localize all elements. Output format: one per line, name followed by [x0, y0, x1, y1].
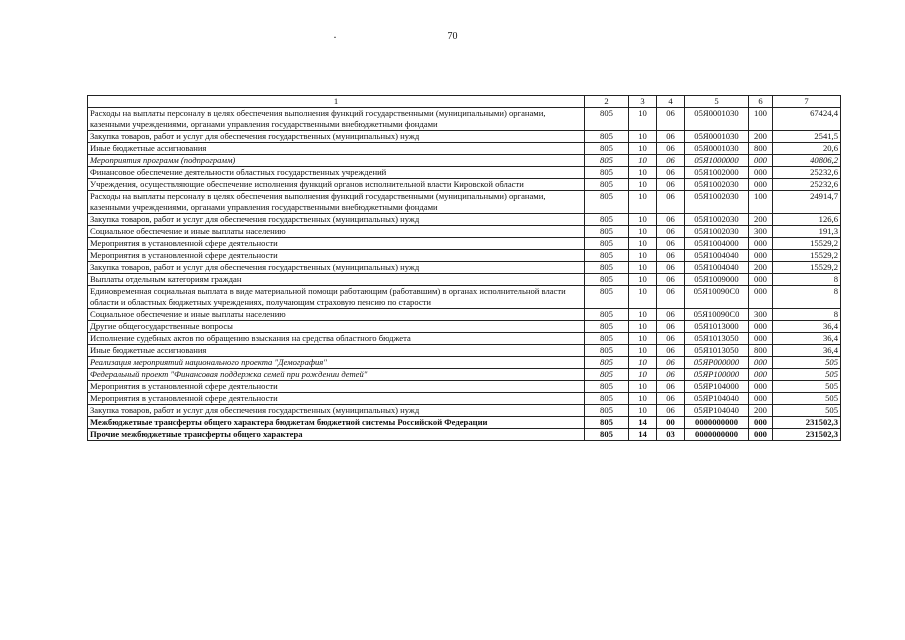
row-col-5: 05Я1002030 — [685, 179, 749, 191]
row-col-4: 06 — [657, 155, 685, 167]
table-row — [88, 357, 841, 369]
row-col-6: 000 — [749, 155, 773, 167]
row-description: Закупка товаров, работ и услуг для обеспечения государственных (муниципальных) нужд — [88, 262, 585, 274]
row-description: Федеральный проект "Финансовая поддержка семей при рождении детей" — [88, 369, 585, 381]
table-row — [88, 274, 841, 286]
row-col-5: 05Я0001030 — [685, 131, 749, 143]
table-row — [88, 167, 841, 179]
row-col-6: 000 — [749, 381, 773, 393]
table-row — [88, 393, 841, 405]
row-description: Расходы на выплаты персоналу в целях обеспечения выполнения функций государственными (муниципальными) органами, казенными учреждениями, органами управления государственными внебюджетными фондами — [88, 108, 585, 131]
row-col-3: 10 — [629, 143, 657, 155]
row-col-7: 8 — [773, 274, 841, 286]
row-col-6: 200 — [749, 405, 773, 417]
row-col-6: 000 — [749, 429, 773, 441]
row-col-2: 805 — [585, 369, 629, 381]
row-col-4: 06 — [657, 214, 685, 226]
row-col-4: 06 — [657, 393, 685, 405]
row-description: Мероприятия в установленной сфере деятельности — [88, 393, 585, 405]
row-col-6: 000 — [749, 393, 773, 405]
row-col-5: 05ЯР100000 — [685, 369, 749, 381]
row-description: Закупка товаров, работ и услуг для обеспечения государственных (муниципальных) нужд — [88, 405, 585, 417]
row-col-7: 24914,7 — [773, 191, 841, 214]
row-col-6: 000 — [749, 179, 773, 191]
row-col-3: 14 — [629, 417, 657, 429]
row-col-7: 36,4 — [773, 321, 841, 333]
table-row — [88, 286, 841, 309]
row-col-2: 805 — [585, 274, 629, 286]
row-col-3: 10 — [629, 286, 657, 309]
row-col-4: 06 — [657, 131, 685, 143]
row-description: Иные бюджетные ассигнования — [88, 345, 585, 357]
row-col-5: 05Я10090С0 — [685, 286, 749, 309]
row-col-5: 05ЯР104000 — [685, 381, 749, 393]
row-col-3: 10 — [629, 321, 657, 333]
row-col-2: 805 — [585, 393, 629, 405]
row-col-2: 805 — [585, 286, 629, 309]
row-col-7: 25232,6 — [773, 179, 841, 191]
scan-speck: · — [333, 30, 337, 44]
row-col-7: 505 — [773, 369, 841, 381]
row-col-5: 05Я1004000 — [685, 238, 749, 250]
row-col-6: 300 — [749, 226, 773, 238]
row-description: Расходы на выплаты персоналу в целях обеспечения выполнения функций государственными (муниципальными) органами, казенными учреждениями, органами управления государственными внебюджетными фондами — [88, 191, 585, 214]
row-description: Социальное обеспечение и иные выплаты населению — [88, 226, 585, 238]
header-row — [88, 96, 841, 108]
table-row — [88, 108, 841, 131]
table-row — [88, 321, 841, 333]
row-col-2: 805 — [585, 321, 629, 333]
row-col-2: 805 — [585, 250, 629, 262]
row-col-3: 10 — [629, 108, 657, 131]
row-col-3: 10 — [629, 179, 657, 191]
row-col-3: 10 — [629, 226, 657, 238]
table-row — [88, 381, 841, 393]
row-col-3: 10 — [629, 405, 657, 417]
table-row — [88, 429, 841, 441]
table-row — [88, 405, 841, 417]
row-col-6: 000 — [749, 286, 773, 309]
row-col-3: 10 — [629, 262, 657, 274]
table-row — [88, 214, 841, 226]
row-description: Закупка товаров, работ и услуг для обеспечения государственных (муниципальных) нужд — [88, 131, 585, 143]
row-col-2: 805 — [585, 357, 629, 369]
row-col-4: 06 — [657, 143, 685, 155]
row-col-5: 0000000000 — [685, 429, 749, 441]
row-col-4: 06 — [657, 381, 685, 393]
row-col-7: 505 — [773, 405, 841, 417]
row-col-2: 805 — [585, 405, 629, 417]
table-row — [88, 143, 841, 155]
row-col-4: 06 — [657, 238, 685, 250]
row-col-7: 36,4 — [773, 345, 841, 357]
row-col-3: 10 — [629, 369, 657, 381]
row-col-5: 05Я1002030 — [685, 191, 749, 214]
row-col-6: 000 — [749, 369, 773, 381]
row-description: Мероприятия в установленной сфере деятельности — [88, 238, 585, 250]
row-col-4: 00 — [657, 417, 685, 429]
row-col-5: 05Я1009000 — [685, 274, 749, 286]
row-col-7: 231502,3 — [773, 417, 841, 429]
table-row — [88, 333, 841, 345]
row-col-2: 805 — [585, 108, 629, 131]
header-col-2: 2 — [585, 96, 629, 108]
row-description: Единовременная социальная выплата в виде материальной помощи работающим (работавшим) в органах исполнительной власти области и областных бюджетных учреждениях, получающим страховую пенсию по старости — [88, 286, 585, 309]
row-col-7: 2541,5 — [773, 131, 841, 143]
row-col-7: 67424,4 — [773, 108, 841, 131]
header-col-7: 7 — [773, 96, 841, 108]
row-col-5: 05Я1013000 — [685, 321, 749, 333]
row-col-4: 06 — [657, 179, 685, 191]
row-col-2: 805 — [585, 345, 629, 357]
row-col-5: 05Я10090С0 — [685, 309, 749, 321]
row-col-4: 06 — [657, 286, 685, 309]
table-row — [88, 179, 841, 191]
row-col-6: 800 — [749, 143, 773, 155]
row-col-6: 800 — [749, 345, 773, 357]
row-col-4: 06 — [657, 369, 685, 381]
row-col-6: 000 — [749, 167, 773, 179]
table-row — [88, 191, 841, 214]
row-col-4: 06 — [657, 250, 685, 262]
row-col-2: 805 — [585, 381, 629, 393]
row-col-3: 10 — [629, 393, 657, 405]
row-description: Учреждения, осуществляющие обеспечение исполнения функций органов исполнительной власти Кировской области — [88, 179, 585, 191]
row-col-4: 06 — [657, 321, 685, 333]
row-col-2: 805 — [585, 226, 629, 238]
row-description: Исполнение судебных актов по обращению взыскания на средства областного бюджета — [88, 333, 585, 345]
row-col-5: 05Я1004040 — [685, 250, 749, 262]
row-col-7: 36,4 — [773, 333, 841, 345]
row-description: Иные бюджетные ассигнования — [88, 143, 585, 155]
table-row — [88, 262, 841, 274]
row-col-5: 05Я1004040 — [685, 262, 749, 274]
row-col-4: 03 — [657, 429, 685, 441]
row-col-5: 05Я1002000 — [685, 167, 749, 179]
row-col-7: 8 — [773, 286, 841, 309]
row-col-6: 000 — [749, 417, 773, 429]
row-description: Закупка товаров, работ и услуг для обеспечения государственных (муниципальных) нужд — [88, 214, 585, 226]
row-col-2: 805 — [585, 214, 629, 226]
row-col-7: 25232,6 — [773, 167, 841, 179]
header-col-4: 4 — [657, 96, 685, 108]
row-col-7: 20,6 — [773, 143, 841, 155]
row-col-4: 06 — [657, 191, 685, 214]
row-col-5: 05Я1013050 — [685, 333, 749, 345]
row-col-5: 05Я0001030 — [685, 143, 749, 155]
row-col-4: 06 — [657, 309, 685, 321]
table-row — [88, 417, 841, 429]
table-row — [88, 131, 841, 143]
row-col-5: 05Я1000000 — [685, 155, 749, 167]
table-row — [88, 226, 841, 238]
row-description: Реализация мероприятий национального проекта "Демография" — [88, 357, 585, 369]
row-description: Другие общегосударственные вопросы — [88, 321, 585, 333]
row-col-5: 05Я1002030 — [685, 226, 749, 238]
row-col-7: 8 — [773, 309, 841, 321]
row-col-7: 126,6 — [773, 214, 841, 226]
row-col-7: 505 — [773, 393, 841, 405]
row-col-2: 805 — [585, 143, 629, 155]
row-col-2: 805 — [585, 333, 629, 345]
row-col-6: 200 — [749, 214, 773, 226]
row-col-4: 06 — [657, 262, 685, 274]
row-col-3: 10 — [629, 167, 657, 179]
row-col-3: 10 — [629, 274, 657, 286]
row-col-6: 300 — [749, 309, 773, 321]
row-col-3: 10 — [629, 333, 657, 345]
row-col-2: 805 — [585, 309, 629, 321]
row-col-6: 100 — [749, 191, 773, 214]
row-col-6: 000 — [749, 321, 773, 333]
row-col-3: 10 — [629, 250, 657, 262]
row-description: Выплаты отдельным категориям граждан — [88, 274, 585, 286]
row-col-5: 05ЯР000000 — [685, 357, 749, 369]
row-col-2: 805 — [585, 238, 629, 250]
row-description: Финансовое обеспечение деятельности областных государственных учреждений — [88, 167, 585, 179]
row-col-5: 05Я0001030 — [685, 108, 749, 131]
row-col-4: 06 — [657, 108, 685, 131]
header-col-5: 5 — [685, 96, 749, 108]
row-col-6: 000 — [749, 274, 773, 286]
row-col-4: 06 — [657, 357, 685, 369]
row-col-2: 805 — [585, 262, 629, 274]
row-col-2: 805 — [585, 191, 629, 214]
row-col-7: 15529,2 — [773, 262, 841, 274]
row-col-4: 06 — [657, 345, 685, 357]
row-col-7: 191,3 — [773, 226, 841, 238]
row-col-4: 06 — [657, 405, 685, 417]
row-col-3: 10 — [629, 155, 657, 167]
header-col-6: 6 — [749, 96, 773, 108]
table-row — [88, 155, 841, 167]
table-row — [88, 250, 841, 262]
row-col-6: 200 — [749, 262, 773, 274]
table-row — [88, 369, 841, 381]
row-col-3: 14 — [629, 429, 657, 441]
row-col-5: 05Я1002030 — [685, 214, 749, 226]
page-number: 70 — [447, 31, 458, 42]
row-description: Мероприятия программ (подпрограмм) — [88, 155, 585, 167]
row-col-4: 06 — [657, 274, 685, 286]
row-col-6: 200 — [749, 131, 773, 143]
row-col-6: 000 — [749, 238, 773, 250]
header-col-1: 1 — [88, 96, 585, 108]
row-col-3: 10 — [629, 345, 657, 357]
row-col-7: 40806,2 — [773, 155, 841, 167]
row-description: Межбюджетные трансферты общего характера бюджетам бюджетной системы Российской Федерации — [88, 417, 585, 429]
row-col-3: 10 — [629, 238, 657, 250]
row-col-6: 000 — [749, 333, 773, 345]
row-col-7: 505 — [773, 357, 841, 369]
row-col-3: 10 — [629, 214, 657, 226]
row-col-5: 05Я1013050 — [685, 345, 749, 357]
row-col-2: 805 — [585, 155, 629, 167]
row-col-2: 805 — [585, 179, 629, 191]
row-col-3: 10 — [629, 381, 657, 393]
row-col-3: 10 — [629, 191, 657, 214]
row-col-7: 231502,3 — [773, 429, 841, 441]
row-description: Социальное обеспечение и иные выплаты населению — [88, 309, 585, 321]
row-col-7: 505 — [773, 381, 841, 393]
row-col-5: 0000000000 — [685, 417, 749, 429]
row-col-2: 805 — [585, 167, 629, 179]
row-col-5: 05ЯР104040 — [685, 393, 749, 405]
row-col-6: 000 — [749, 250, 773, 262]
row-col-4: 06 — [657, 333, 685, 345]
row-col-3: 10 — [629, 309, 657, 321]
row-description: Мероприятия в установленной сфере деятельности — [88, 250, 585, 262]
row-col-7: 15529,2 — [773, 250, 841, 262]
budget-table — [87, 95, 841, 441]
table-row — [88, 345, 841, 357]
row-col-2: 805 — [585, 417, 629, 429]
row-col-6: 100 — [749, 108, 773, 131]
row-description: Прочие межбюджетные трансферты общего характера — [88, 429, 585, 441]
table-row — [88, 309, 841, 321]
table-row — [88, 238, 841, 250]
row-col-4: 06 — [657, 167, 685, 179]
row-col-7: 15529,2 — [773, 238, 841, 250]
row-col-3: 10 — [629, 357, 657, 369]
row-col-4: 06 — [657, 226, 685, 238]
row-col-2: 805 — [585, 429, 629, 441]
row-col-2: 805 — [585, 131, 629, 143]
row-col-6: 000 — [749, 357, 773, 369]
row-col-5: 05ЯР104040 — [685, 405, 749, 417]
row-col-3: 10 — [629, 131, 657, 143]
header-col-3: 3 — [629, 96, 657, 108]
row-description: Мероприятия в установленной сфере деятельности — [88, 381, 585, 393]
